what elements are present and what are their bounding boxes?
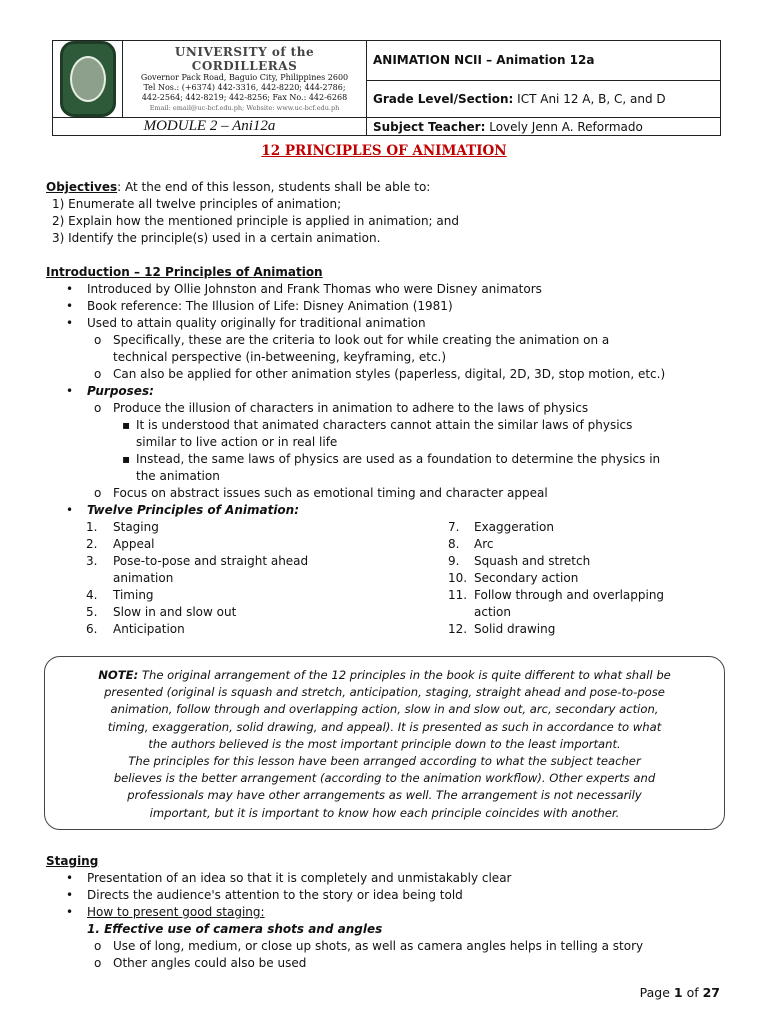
principle-number: 1.: [86, 520, 98, 534]
list-item: Introduced by Ollie Johnston and Frank Thomas who were Disney animators: [87, 282, 542, 296]
principle-item: Slow in and slow out: [113, 605, 237, 619]
teacher-value: Lovely Jenn A. Reformado: [489, 119, 643, 134]
page-number: [640, 985, 720, 1000]
module-label: MODULE 2 – Ani12a: [53, 118, 367, 136]
list-item: Produce the illusion of characters in animation to adhere to the laws of physics: [113, 401, 589, 415]
tel: Tel Nos.: (+6374) 442-3316, 442-8220; 444-2786;: [143, 83, 346, 92]
list-item: Specifically, these are the criteria to look out for while creating the animation on a: [113, 333, 610, 347]
grade-value: ICT Ani 12 A, B, C, and D: [517, 91, 666, 106]
principle-number: 7.: [448, 520, 460, 534]
page-of: of: [682, 985, 703, 1000]
bullet-icon: •: [66, 299, 74, 313]
objective-item: 1) Enumerate all twelve principles of animation;: [52, 197, 342, 211]
intro-heading: Introduction – 12 Principles of Animation: [46, 265, 323, 279]
grade-label: Grade Level/Section:: [373, 91, 514, 106]
note-line: presented (original is squash and stretch, anticipation, staging, straight ahead and pose-to-pose: [104, 685, 665, 700]
staging-heading: Staging: [46, 854, 99, 868]
bullet-icon: o: [94, 367, 102, 381]
principle-number: 8.: [448, 537, 460, 551]
note-line: professionals may have other arrangements as well. The arrangement is not necessarily: [127, 788, 642, 803]
objective-item: 2) Explain how the mentioned principle is applied in animation; and: [52, 214, 459, 228]
bullet-icon: o: [94, 939, 102, 953]
page-label: Page: [639, 985, 674, 1000]
list-item: Instead, the same laws of physics are used as a foundation to determine the physics in: [136, 452, 661, 466]
note-line: believes is the better arrangement (according to the animation workflow). Other experts and: [113, 771, 656, 786]
list-item: How to present good staging:: [87, 905, 265, 919]
objectives-intro: : At the end of this lesson, students shall be able to:: [117, 180, 431, 194]
note-box: [44, 656, 725, 830]
bullet-icon: •: [66, 384, 74, 398]
bullet-icon: •: [66, 316, 74, 330]
objectives: [46, 179, 430, 196]
principle-number: 10.: [448, 571, 468, 585]
principle-number: 6.: [86, 622, 98, 636]
list-item: 1. Effective use of camera shots and angles: [87, 922, 383, 936]
university-info: [123, 41, 367, 118]
principle-item: Secondary action: [474, 571, 579, 585]
bullet-icon: o: [94, 486, 102, 500]
list-item: similar to live action or in real life: [136, 435, 338, 449]
principle-item: Squash and stretch: [474, 554, 591, 568]
list-item: Other angles could also be used: [113, 956, 307, 970]
principle-item: Appeal: [113, 537, 155, 551]
bullet-icon: o: [94, 333, 102, 347]
tel2: 442-2564; 442-8219; 442-8256; Fax No.: 442-6268: [141, 93, 348, 102]
list-item: Book reference: The Illusion of Life: Disney Animation (1981): [87, 299, 453, 313]
note-line: important, but it is important to know how each principle coincides with another.: [149, 805, 620, 820]
page-total: 27: [702, 985, 720, 1000]
course-title: ANIMATION NCII – Animation 12a: [373, 53, 595, 68]
list-item: technical perspective (in-betweening, keyframing, etc.): [113, 350, 447, 364]
list-item: It is understood that animated characters cannot attain the similar laws of physics: [136, 418, 633, 432]
bullet-icon: •: [66, 888, 74, 902]
list-item: Can also be applied for other animation styles (paperless, digital, 2D, 3D, stop motion, etc.): [113, 367, 666, 381]
principle-item: Exaggeration: [474, 520, 554, 534]
university-name: UNIVERSITY of the CORDILLERAS: [174, 45, 315, 73]
principle-item: animation: [113, 571, 174, 585]
note-line: the authors believed is the most important principle down to the least important.: [148, 736, 621, 751]
list-item: Purposes:: [87, 384, 154, 398]
principle-item: action: [474, 605, 511, 619]
page-current: 1: [673, 985, 683, 1000]
principle-item: Pose-to-pose and straight ahead: [113, 554, 309, 568]
bullet-icon: ▪: [122, 418, 131, 432]
objective-item: 3) Identify the principle(s) used in a certain animation.: [52, 231, 381, 245]
principle-number: 3.: [86, 554, 98, 568]
bullet-icon: •: [66, 282, 74, 296]
email: Email: email@uc-bcf.edu.ph; Website: www.uc-bcf.edu.ph: [149, 104, 340, 112]
note-line: animation, follow through and overlapping action, slow in and slow out, arc, secondary action,: [110, 702, 659, 717]
principle-item: Solid drawing: [474, 622, 556, 636]
note-line: timing, exaggeration, solid drawing, and appeal). It is presented as such in accordance to what: [107, 719, 662, 734]
note-line: The original arrangement of the 12 principles in the book is quite different to what shall be: [138, 668, 671, 682]
list-item: Focus on abstract issues such as emotional timing and character appeal: [113, 486, 548, 500]
page-title: 12 PRINCIPLES OF ANIMATION: [261, 143, 507, 159]
list-item: Used to attain quality originally for traditional animation: [87, 316, 426, 330]
list-item: Use of long, medium, or close up shots, as well as camera angles helps in telling a story: [113, 939, 644, 953]
principle-number: 9.: [448, 554, 460, 568]
list-item: Twelve Principles of Animation:: [87, 503, 300, 517]
document-header: [52, 40, 721, 136]
objectives-label: Objectives: [46, 180, 118, 194]
list-item: the animation: [136, 469, 220, 483]
note-line: The principles for this lesson have been arranged according to what the subject teacher: [128, 754, 641, 769]
list-item: Presentation of an idea so that it is completely and unmistakably clear: [87, 871, 512, 885]
bullet-icon: ▪: [122, 452, 131, 466]
principle-number: 4.: [86, 588, 98, 602]
list-item: Directs the audience's attention to the story or idea being told: [87, 888, 463, 902]
university-seal-logo: [53, 41, 123, 118]
principle-item: Timing: [113, 588, 154, 602]
principle-number: 11.: [448, 588, 468, 602]
principle-number: 12.: [448, 622, 468, 636]
bullet-icon: •: [66, 503, 74, 517]
principle-item: Follow through and overlapping: [474, 588, 665, 602]
bullet-icon: o: [94, 401, 102, 415]
teacher-label: Subject Teacher:: [373, 119, 486, 134]
bullet-icon: •: [66, 871, 74, 885]
bullet-icon: o: [94, 956, 102, 970]
principle-number: 2.: [86, 537, 98, 551]
bullet-icon: •: [66, 905, 74, 919]
address: Governor Pack Road, Baguio City, Philippines 2600: [140, 73, 349, 82]
principle-number: 5.: [86, 605, 98, 619]
principle-item: Anticipation: [113, 622, 185, 636]
principle-item: Arc: [474, 537, 494, 551]
principle-item: Staging: [113, 520, 159, 534]
note-label: NOTE:: [98, 668, 139, 682]
